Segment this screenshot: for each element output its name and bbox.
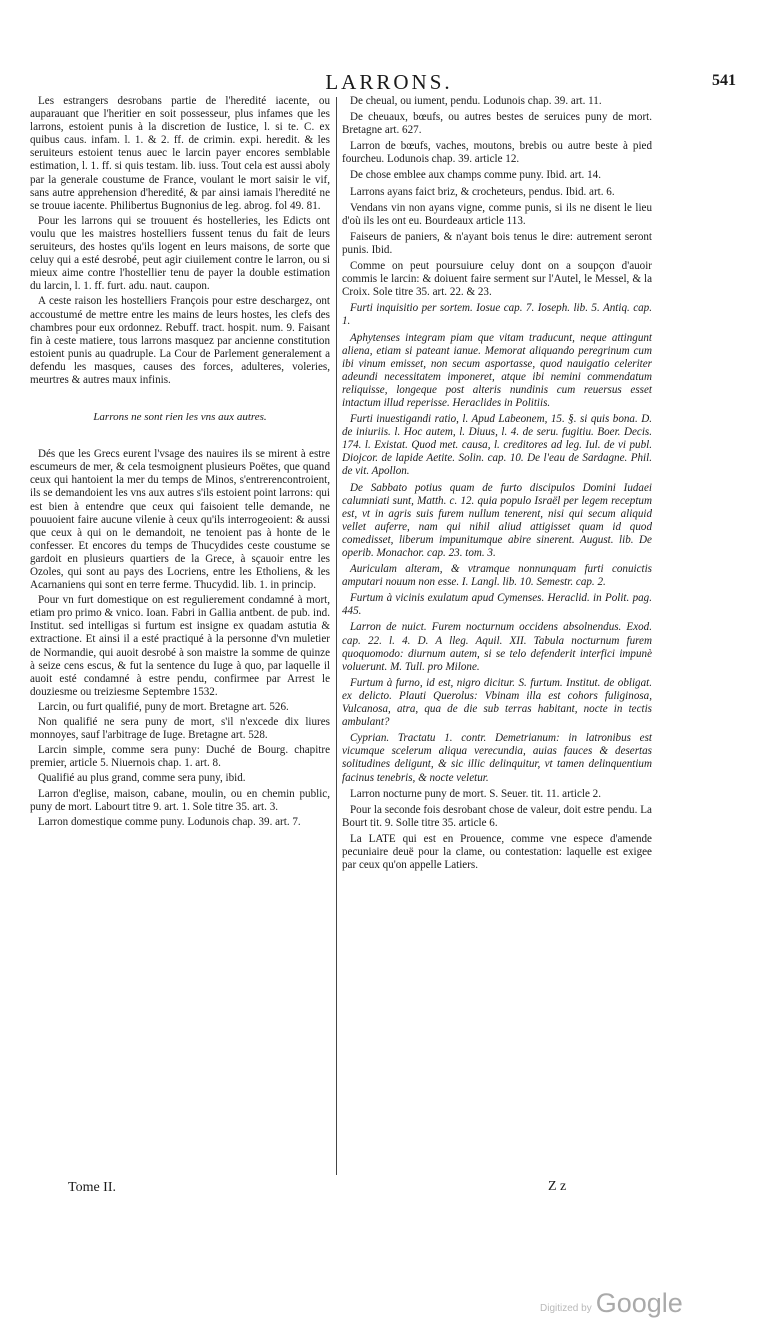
running-header (30, 70, 748, 96)
paragraph: La LATE qui est en Prouence, comme vne espece d'amende pecuniaire deuë pour la clame, ou contestation: laquelle est exigee par ceux qu'on appelle Latiers. (342, 832, 652, 872)
paragraph: Furti inquisitio per sortem. Iosue cap. 7. Ioseph. lib. 5. Antiq. cap. 1. (342, 302, 652, 328)
paragraph: Larrons ayans faict briz, & crocheteurs, pendus. Ibid. art. 6. (350, 185, 615, 198)
paragraph: Auriculam alteram, & vtramque nonnunquam furti conuictis amputari nouum non esse. I. Langl. lib. 10. Semestr. cap. 2. (342, 563, 652, 589)
paragraph: Furtum à furno, id est, nigro dicitur. S. furtum. Institut. de obligat. ex delicto. Plauti Querolus: Vbinam illa est cohors fuliginosa, Vulcanosa, atra, qua de die sub terras habitant, nocte in tectis ambulant? (342, 676, 652, 729)
paragraph: A ceste raison les hostelliers François pour estre deschargez, ont accoustumé de mettre entre les mains de leurs hostes, les clefs des chambres pour eux ordonnez. Rebuff. tract. hospit. num. 9. Faisant fin à ceste matiere, tous larrons masquez par ancienne constitution estoient punis au quadruple. La Cour de Parlement generalement a defendu les masques, causes des forces, adulteres, voleries, meurtres & autres maux infinis. (30, 295, 330, 386)
column-divider (336, 97, 337, 1175)
digitized-watermark (540, 1288, 683, 1319)
paragraph: Furti inuestigandi ratio, l. Apud Labeonem, 15. §. si quis bona. D. de iniuriis. l. Hoc autem, l. Diuus, l. 4. de seru. fugitiu. Boer. Decis. 174. l. Existat. Quod met. causa, l. creditores ad leg. Iul. de vi publ. Diojcor. de lapide Aetite. Solin. cap. 10. De l'eau de Sardagne. Phil. de vit. Apollon. (342, 413, 652, 478)
paragraph: De Sabbato potius quam de furto discipulos Domini Iudaei calumniati sunt, Matth. c. 12. quia populo Israël per legem receptum est, vt in agris suis furem nullum tenerent, nisi qui secum aliquid vellet auferre, nam qui nihil aliud attigisset quam id quod comedisset, liberum impunitumque abire sinerent. August. lib. De operib. Monachor. cap. 23. tom. 3. (342, 481, 652, 559)
paragraph: Larron de nuict. Furem nocturnum occidens absolnendus. Exod. cap. 22. l. 4. D. A lleg. Aquil. XII. Tabula nocturnum furem quoquomodo: diurnum autem, si se telo defenderit interfici impunè voluerunt. M. Tull. pro Milone. (342, 621, 652, 673)
paragraph: De cheual, ou iument, pendu. Lodunois chap. 39. art. 11. (350, 95, 602, 107)
paragraph: Larron domestique comme puny. Lodunois chap. 39. art. 7. (38, 815, 301, 828)
watermark-prefix: Digitized by (540, 1303, 592, 1314)
paragraph: Larron de bœufs, vaches, moutons, brebis ou autre beste à pied fourcheu. Lodunois chap. 39. article 12. (342, 140, 652, 166)
volume-label: Tome II. (68, 1180, 117, 1195)
paragraph: Larcin simple, comme sera puny: Duché de Bourg. chapitre premier, article 5. Niuernois chap. 1. art. 8. (30, 744, 330, 770)
paragraph: Furtum à vicinis exulatum apud Cymenses. Heraclid. in Polit. pag. 445. (342, 592, 652, 618)
paragraph: De cheuaux, bœufs, ou autres bestes de seruices puny de mort. Bretagne art. 627. (342, 111, 652, 137)
paragraph: Pour la seconde fois desrobant chose de valeur, doit estre pendu. La Bourt tit. 9. Solle titre 35. article 6. (342, 803, 652, 829)
page-number: 541 (712, 72, 736, 89)
paragraph: Aphytenses integram piam que vitam traducunt, neque attingunt aliena, etiam si pateant ianue. Memorat aliquando peregrinum cum ibi vinum emisset, non secum asportasse, quod nauigatio celeriter adeundi necessitatem imponeret, atque ibi nemini commendatum reliquisse, longeque post alteris nundinis cum reuersus esset intactum illud reperisse. Heraclides in Politiis. (342, 331, 652, 409)
google-logo: Google (595, 1288, 683, 1318)
signature-mark: Z z (548, 1179, 567, 1194)
paragraph: Qualifié au plus grand, comme sera puny, ibid. (38, 772, 246, 785)
paragraph: Comme on peut poursuiure celuy dont on a soupçon d'auoir commis le larcin: & doiuent faire serment sur l'Autel, le Messel, & la Croix. Sole titre 35. art. 22. & 23. (342, 260, 652, 299)
section-heading: Larrons ne sont rien les vns aux autres. (93, 411, 267, 424)
paragraph: Larron d'eglise, maison, cabane, moulin, ou en chemin public, puny de mort. Labourt titre 9. art. 1. Sole titre 35. art. 3. (30, 787, 330, 813)
paragraph: Larron nocturne puny de mort. S. Seuer. tit. 11. article 2. (350, 787, 601, 800)
right-column (342, 95, 652, 875)
paragraph: Vendans vin non ayans vigne, comme punis, si ils ne disent le lieu d'où ils les ont eu. Bourdeaux article 113. (342, 201, 652, 227)
paragraph: Pour les larrons qui se trouuent és hostelleries, les Edicts ont voulu que les maistres hostelliers fussent tenus du fait de leurs seruiteurs, des hostes qu'ils logent en leurs maisons, de sorte que celuy qui a esté desrobé, peut agir ciuilement contre le larron, ou si mieux aime contre l'hostellier tenu de payer la double estimation du larcin, l. 1. ff. furt. adu. naut. caupon. (30, 214, 330, 293)
paragraph: Larcin, ou furt qualifié, puny de mort. Bretagne art. 526. (38, 700, 289, 713)
left-column (30, 95, 330, 831)
paragraph: Dés que les Grecs eurent l'vsage des nauires ils se mirent à estre escumeurs de mer, & cela tesmoignent plusieurs Poëtes, que quand ceux qui hantoient la mer du temps de Minos, s'entrerencontroient, ils se demandoient les vns aux autres s'ils estoient point larrons: qui est bien à entendre que ceux qui faisoient telle demande, ne pouuoient faire aucune vilenie à ceux qu'ils interrogeoient: & aussi que ceux à qui on le demandoit, ne tenoient pas à honte de le confesser. Et encores du temps de Thucydides ceste coustume se gardoit en plusieurs quartiers de la Grece, à sçauoir entre les Ozoles, qui sont au pays des Locriens, entre les Etholiens, & les Acarnaniens qui sont en terre ferme. Thucydid. lib. 1. in princip. (30, 448, 330, 592)
paragraph: Faiseurs de paniers, & n'ayant bois tenus le dire: autrement seront punis. Ibid. (342, 230, 652, 256)
paragraph: Les estrangers desrobans partie de l'heredité iacente, ou auparauant que l'heritier en soit possesseur, plus infames que les larrons, estoient punis à la discretion de Iustice, l. si te. C. ex quibus caus. infam. l. 1. & 2. ff. de crimin. expi. heredit. & les seruiteurs estoient tenus auec le larcin payer encores semblable estimation, l. 1. ff. si quis testam. lib. iuss. Tout cela est aussi aboly par la generale coustume de France, voulant le mort saisir le vif, sans autre apprehension d'heredité, & par ainsi iamais l'heredité ne se trouue iacente. Philibertus Bugnonius de leg. abrog. fol 49. 81. (30, 95, 330, 212)
page-title: LARRONS. (325, 70, 453, 94)
paragraph: De chose emblee aux champs comme puny. Ibid. art. 14. (350, 169, 601, 182)
paragraph: Non qualifié ne sera puny de mort, s'il n'excede dix liures monnoyes, sauf l'arbitrage de Iuge. Bretagne art. 528. (30, 716, 330, 742)
paragraph: Pour vn furt domestique on est regulierement condamné à mort, etiam pro primo & vnico. Ioan. Fabri in Gallia antbent. de pub. ind. Institut. sed intelligas si furtum est insigne ex quadam astutia & extractione. Et ainsi il a esté practiqué à la personne d'vn muletier de Normandie, qui auoit desrobé à son maistre la somme de quinze à seize cens escus, & fut la sentence du Iuge à quo, par laquelle il auoit esté condamné à estre pendu, confirmee par Arrest le douziesme ou treiziesme Septembre 1532. (30, 594, 330, 698)
paragraph: Cyprian. Tractatu 1. contr. Demetrianum: in latronibus est vicumque scelerum aliqua verecundia, auias fauces & desertas solitudines deligunt, & sic illic delinquitur, vt tamen delinquentium facinus tenebris, & nocte veletur. (342, 732, 652, 784)
